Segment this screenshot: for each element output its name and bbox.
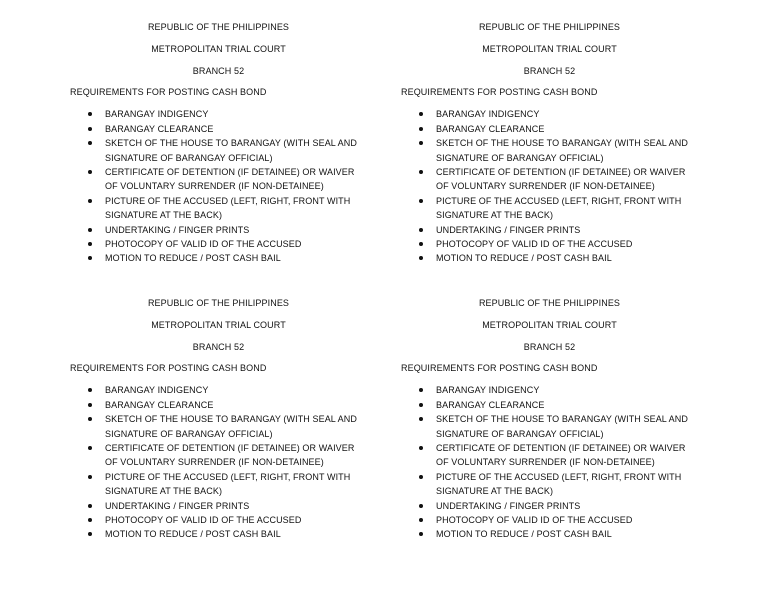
requirement-item: SKETCH OF THE HOUSE TO BARANGAY (WITH SEAL AND SIGNATURE OF BARANGAY OFFICIAL) (70, 412, 367, 441)
requirement-item: UNDERTAKING / FINGER PRINTS (401, 223, 698, 237)
requirement-item: BARANGAY CLEARANCE (401, 398, 698, 412)
requirement-item: MOTION TO REDUCE / POST CASH BAIL (401, 251, 698, 265)
requirement-item: SKETCH OF THE HOUSE TO BARANGAY (WITH SEAL AND SIGNATURE OF BARANGAY OFFICIAL) (401, 136, 698, 165)
court-header-branch: BRANCH 52 (523, 65, 576, 76)
requirement-item: CERTIFICATE OF DETENTION (IF DETAINEE) OR WAIVER OF VOLUNTARY SURRENDER (IF NON-DETAINEE) (70, 441, 367, 470)
requirement-item: PICTURE OF THE ACCUSED (LEFT, RIGHT, FRONT WITH SIGNATURE AT THE BACK) (70, 194, 367, 223)
notice-bottom-right (401, 296, 721, 542)
requirement-item: PICTURE OF THE ACCUSED (LEFT, RIGHT, FRONT WITH SIGNATURE AT THE BACK) (70, 470, 367, 499)
requirement-item: PICTURE OF THE ACCUSED (LEFT, RIGHT, FRONT WITH SIGNATURE AT THE BACK) (401, 470, 698, 499)
requirement-item: BARANGAY INDIGENCY (401, 107, 698, 121)
notice-top-right (401, 20, 721, 266)
requirement-item: BARANGAY CLEARANCE (70, 122, 367, 136)
requirement-item: MOTION TO REDUCE / POST CASH BAIL (70, 251, 367, 265)
court-header-branch: BRANCH 52 (192, 65, 245, 76)
requirement-item: SKETCH OF THE HOUSE TO BARANGAY (WITH SEAL AND SIGNATURE OF BARANGAY OFFICIAL) (70, 136, 367, 165)
requirement-item: MOTION TO REDUCE / POST CASH BAIL (401, 527, 698, 541)
requirements-list (401, 383, 721, 541)
requirement-item: PICTURE OF THE ACCUSED (LEFT, RIGHT, FRONT WITH SIGNATURE AT THE BACK) (401, 194, 698, 223)
court-header-country: REPUBLIC OF THE PHILIPPINES (478, 298, 621, 308)
requirement-item: CERTIFICATE OF DETENTION (IF DETAINEE) OR WAIVER OF VOLUNTARY SURRENDER (IF NON-DETAINEE) (70, 165, 367, 194)
requirement-item: MOTION TO REDUCE / POST CASH BAIL (70, 527, 367, 541)
requirement-item: CERTIFICATE OF DETENTION (IF DETAINEE) OR WAIVER OF VOLUNTARY SURRENDER (IF NON-DETAINEE) (401, 165, 698, 194)
court-header-country: REPUBLIC OF THE PHILIPPINES (147, 22, 290, 32)
court-header-branch: BRANCH 52 (523, 341, 576, 352)
requirement-item: BARANGAY INDIGENCY (70, 107, 367, 121)
requirement-item: SKETCH OF THE HOUSE TO BARANGAY (WITH SEAL AND SIGNATURE OF BARANGAY OFFICIAL) (401, 412, 698, 441)
requirement-item: PHOTOCOPY OF VALID ID OF THE ACCUSED (70, 513, 367, 527)
court-header-branch: BRANCH 52 (192, 341, 245, 352)
court-header-court: METROPOLITAN TRIAL COURT (151, 319, 286, 330)
requirement-item: UNDERTAKING / FINGER PRINTS (70, 223, 367, 237)
requirements-title: REQUIREMENTS FOR POSTING CASH BOND (70, 87, 267, 98)
court-header-court: METROPOLITAN TRIAL COURT (151, 43, 286, 54)
requirement-item: PHOTOCOPY OF VALID ID OF THE ACCUSED (70, 237, 367, 251)
notice-bottom-left (70, 296, 390, 542)
requirement-item: UNDERTAKING / FINGER PRINTS (70, 499, 367, 513)
requirements-title: REQUIREMENTS FOR POSTING CASH BOND (401, 363, 598, 374)
court-header-court: METROPOLITAN TRIAL COURT (482, 43, 617, 54)
requirement-item: PHOTOCOPY OF VALID ID OF THE ACCUSED (401, 513, 698, 527)
requirement-item: BARANGAY CLEARANCE (401, 122, 698, 136)
requirements-title: REQUIREMENTS FOR POSTING CASH BOND (70, 363, 267, 374)
requirements-list (70, 107, 390, 265)
requirements-list (70, 383, 390, 541)
court-header-country: REPUBLIC OF THE PHILIPPINES (478, 22, 621, 32)
requirement-item: CERTIFICATE OF DETENTION (IF DETAINEE) OR WAIVER OF VOLUNTARY SURRENDER (IF NON-DETAINEE) (401, 441, 698, 470)
requirements-title: REQUIREMENTS FOR POSTING CASH BOND (401, 87, 598, 98)
notice-top-left (70, 20, 390, 266)
requirement-item: BARANGAY INDIGENCY (401, 383, 698, 397)
court-header-country: REPUBLIC OF THE PHILIPPINES (147, 298, 290, 308)
requirement-item: UNDERTAKING / FINGER PRINTS (401, 499, 698, 513)
requirements-list (401, 107, 721, 265)
requirement-item: BARANGAY CLEARANCE (70, 398, 367, 412)
requirement-item: PHOTOCOPY OF VALID ID OF THE ACCUSED (401, 237, 698, 251)
requirement-item: BARANGAY INDIGENCY (70, 383, 367, 397)
court-header-court: METROPOLITAN TRIAL COURT (482, 319, 617, 330)
